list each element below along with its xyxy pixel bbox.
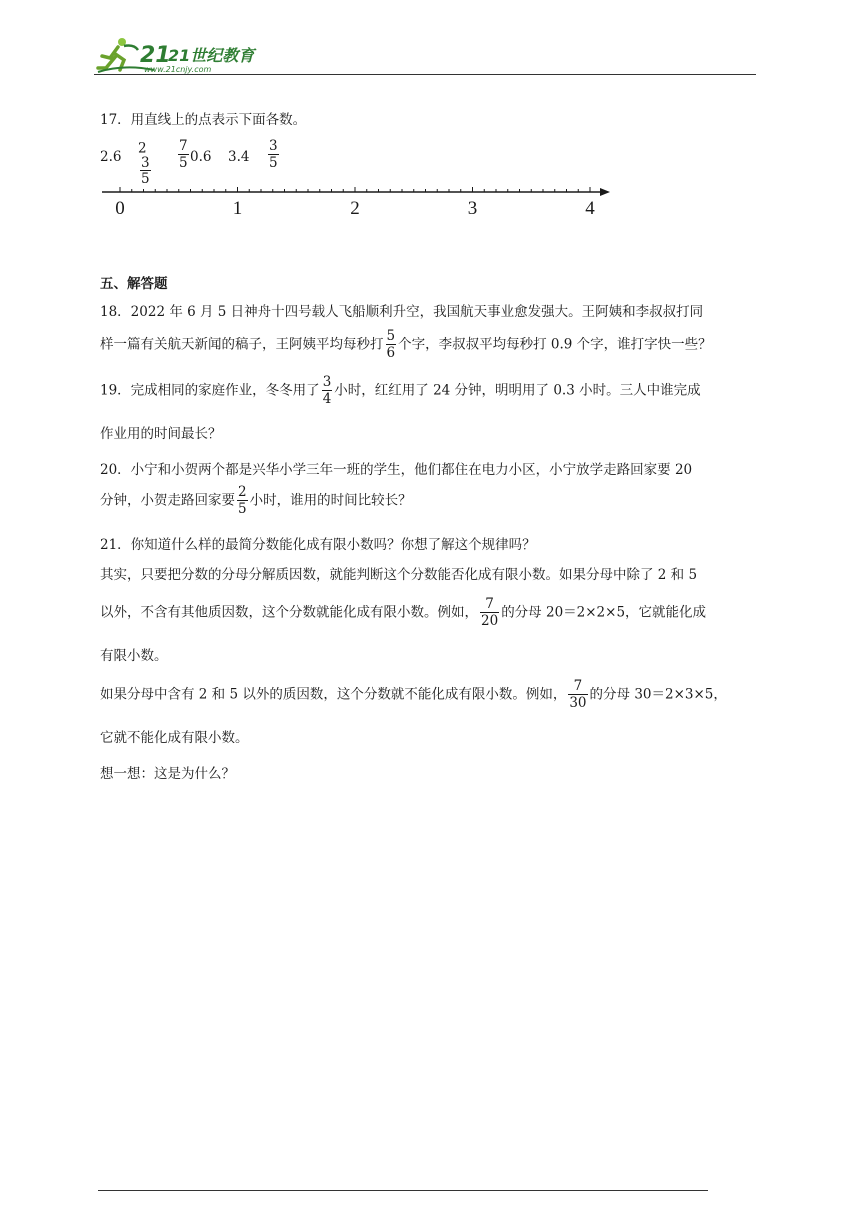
- arrow-right-icon: [600, 188, 610, 196]
- q17-number-7-5: [176, 140, 191, 170]
- frac-denominator: 5: [238, 500, 247, 517]
- mixed-numerator: 3: [141, 154, 150, 171]
- footer-divider: [98, 1190, 708, 1191]
- section-title: 五、解答题: [100, 276, 168, 292]
- q20-line-1: 20．小宁和小贺两个都是兴华小学三年一班的学生，他们都住在电力小区，小宁放学走路回家要 20: [100, 462, 693, 478]
- q21-line-1: 21．你知道什么样的最简分数能化成有限小数吗？你想了解这个规律吗？: [100, 537, 536, 553]
- frac-numerator: 7: [573, 678, 583, 694]
- q17-number-2-6: 2.6: [100, 149, 122, 165]
- q21-text-b: 的分母 20＝2×2×5，它就能化成: [501, 604, 707, 621]
- frac-denominator: 5: [179, 154, 188, 171]
- frac-numerator: 2: [238, 484, 247, 500]
- q17-number-3-5: [266, 140, 281, 170]
- logo-text: 21世纪教育: [168, 46, 255, 65]
- axis-label-3: 3: [467, 198, 478, 219]
- logo-url-text: www.21cnjy.com: [144, 65, 212, 74]
- axis-label-1: 1: [232, 198, 243, 219]
- q17-title: 17．用直线上的点表示下面各数。: [100, 112, 307, 128]
- frac-numerator: 5: [386, 328, 396, 344]
- header-divider: [94, 74, 756, 75]
- q20-line-2: [100, 486, 412, 516]
- q21-line-4: 有限小数。: [100, 648, 168, 664]
- q19-text-a: 19．完成相同的家庭作业，冬冬用了: [100, 382, 320, 399]
- q21-text-c: 如果分母中含有 2 和 5 以外的质因数，这个分数就不能化成有限小数。例如，: [100, 686, 567, 703]
- number-line: [100, 178, 610, 228]
- q18-line-1: 18．2022 年 6 月 5 日神舟十四号载人飞船顺利升空，我国航天事业愈发强大。王阿姨和李叔叔打同: [100, 304, 704, 320]
- q21-line-6: 它就不能化成有限小数。: [100, 730, 249, 746]
- svg-text:21: 21: [140, 43, 171, 68]
- q20-text-b: 小时，谁用的时间比较长？: [249, 492, 412, 509]
- frac-denominator: 4: [322, 390, 332, 407]
- axis-label-2: 2: [350, 198, 360, 219]
- axis-label-0: 0: [115, 198, 125, 219]
- q21-text-a: 以外，不含有其他质因数，这个分数就能化成有限小数。例如，: [100, 604, 478, 621]
- q19-line-2: 作业用的时间最长？: [100, 426, 222, 442]
- q19-text-b: 小时，红红用了 24 分钟，明明用了 0.3 小时。三人中谁完成: [334, 382, 701, 399]
- q18-line-2: [100, 330, 712, 360]
- mixed-denominator: 5: [141, 171, 150, 187]
- frac-denominator: 6: [386, 344, 396, 361]
- axis-label-4: 4: [585, 198, 595, 219]
- frac-numerator: 3: [322, 374, 332, 390]
- q17-number-3-4: 3.4: [228, 149, 250, 165]
- frac-numerator: 7: [485, 596, 494, 612]
- q17-number-0-6: 0.6: [190, 149, 212, 165]
- q21-line-7: 想一想：这是为什么？: [100, 766, 235, 782]
- frac-numerator: 7: [179, 138, 188, 154]
- frac-denominator: 30: [569, 694, 587, 711]
- q20-text-a: 分钟，小贺走路回家要: [100, 492, 235, 509]
- mixed-whole: 2: [138, 140, 147, 157]
- runner-icon: [94, 34, 274, 76]
- q19-line-1: [100, 376, 701, 406]
- q18-text-a: 样一篇有关航天新闻的稿子，王阿姨平均每秒打: [100, 336, 384, 353]
- frac-denominator: 20: [481, 612, 499, 629]
- frac-numerator: 3: [269, 138, 278, 154]
- q21-line-2: 其实，只要把分数的分母分解质因数，就能判断这个分数能否化成有限小数。如果分母中除了 2 和 5: [100, 567, 698, 583]
- q21-text-d: 的分母 30＝2×3×5，: [589, 686, 727, 703]
- frac-denominator: 5: [269, 154, 278, 171]
- site-logo: [94, 34, 274, 76]
- q21-line-5: [100, 680, 727, 710]
- q21-line-3: [100, 598, 706, 628]
- q18-text-b: 个字，李叔叔平均每秒打 0.9 个字，谁打字快一些？: [398, 336, 712, 353]
